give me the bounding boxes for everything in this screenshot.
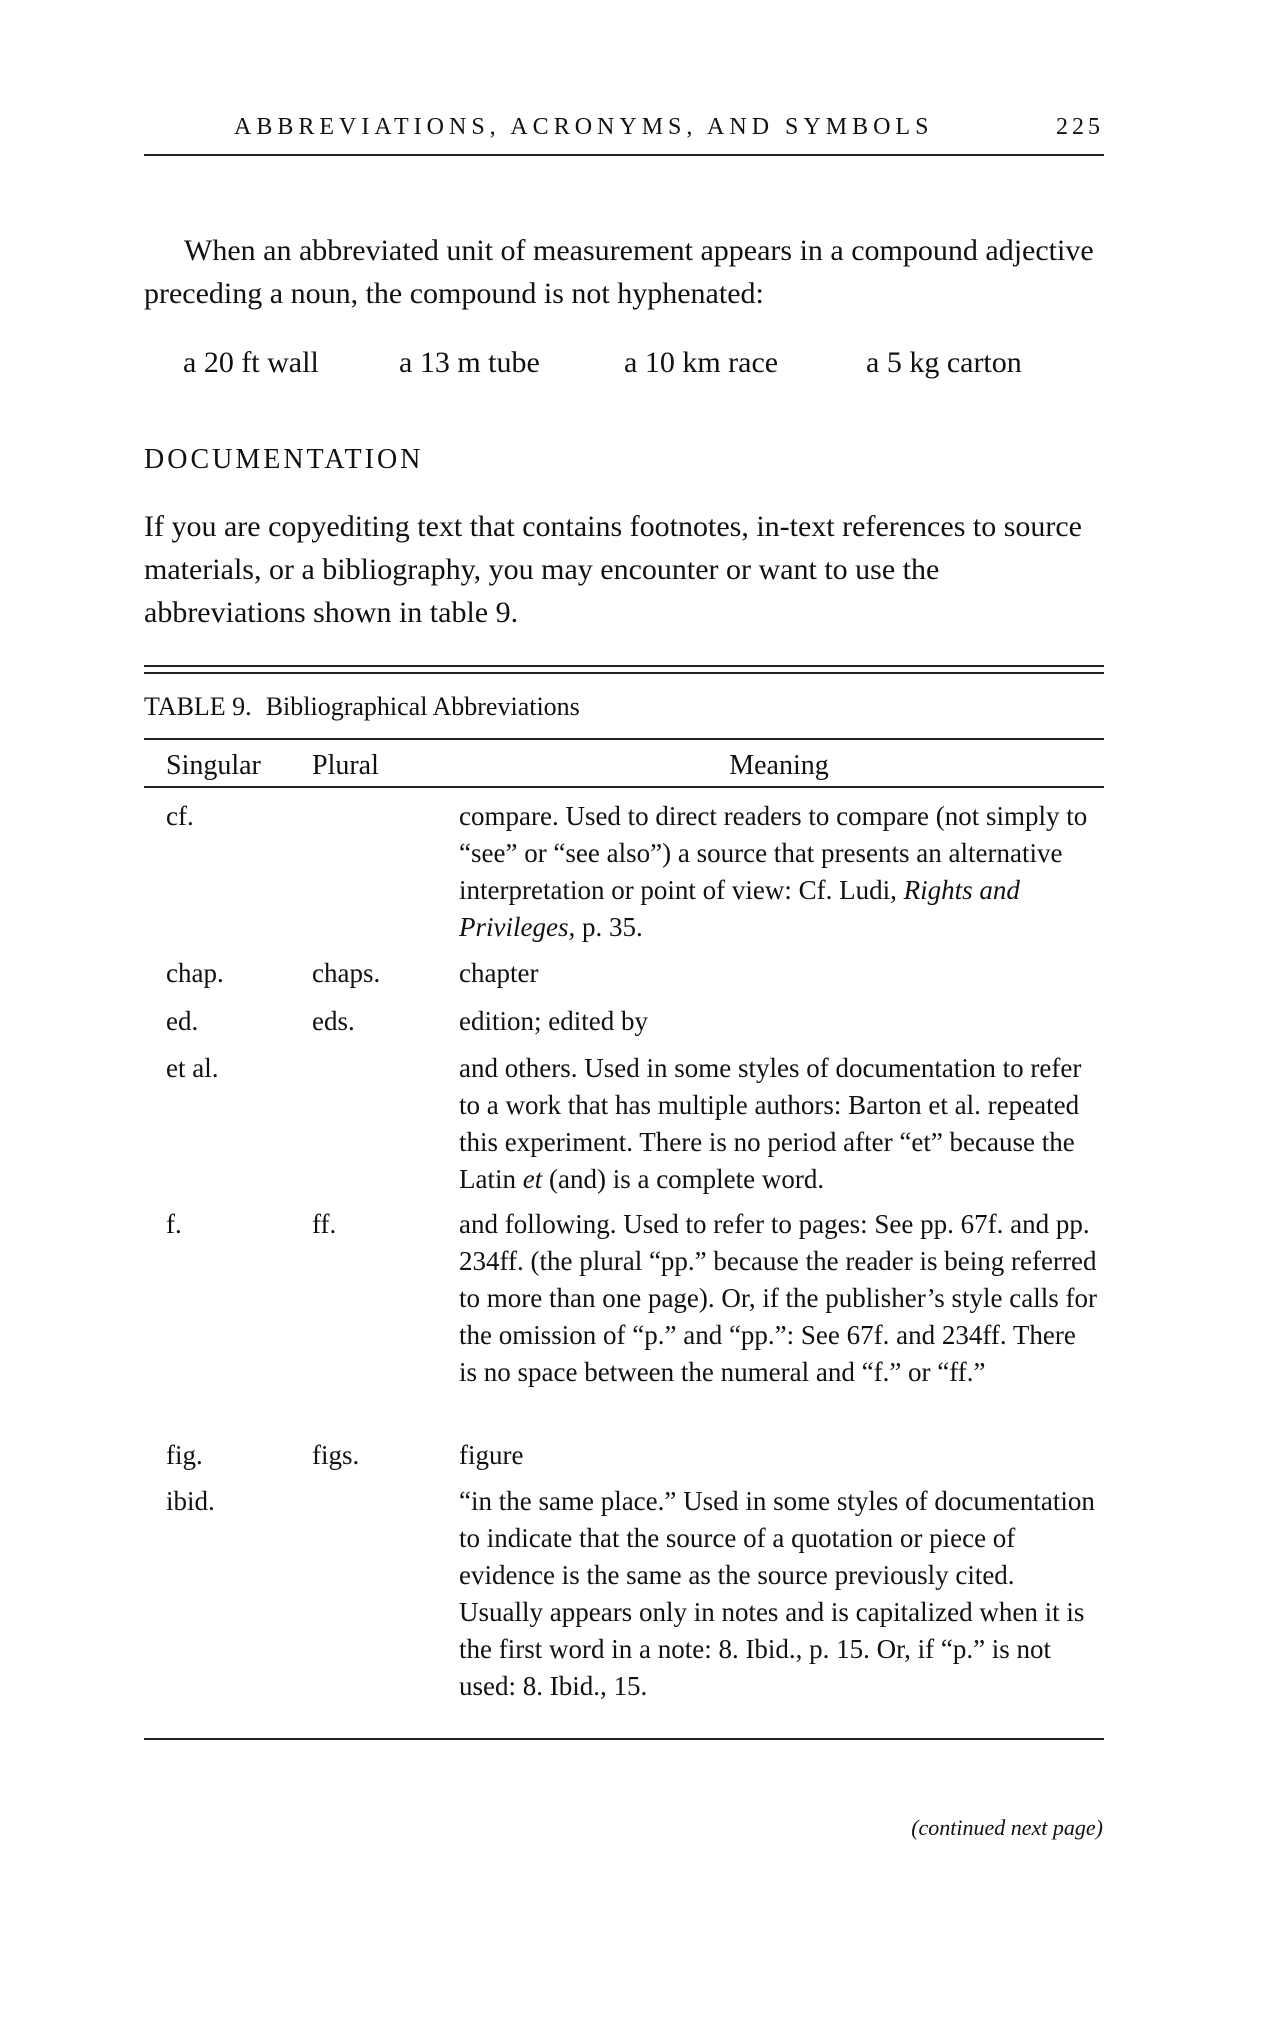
table-top-rule [144,665,1104,667]
table-row-cf-singular: cf. [166,801,194,831]
header-bottom-rule [144,786,1104,788]
column-header-meaning: Meaning [729,750,829,781]
example-item: a 13 m tube [399,346,540,379]
example-item: a 10 km race [624,346,779,379]
section-heading: DOCUMENTATION [144,444,424,475]
meaning-italic: Rights and Privileges, [459,875,1020,942]
table-row-chap-plural: chaps. [312,958,381,988]
table-row-ed-singular: ed. [166,1006,199,1036]
table-caption [144,692,580,722]
meaning-end: (and) is a complete word. [542,1164,825,1194]
table-row-cf-meaning [459,798,1099,946]
table-top-rule-second [144,672,1104,674]
documentation-paragraph: If you are copyediting text that contains footnotes, in-text references to source materials, or a bibliography, you may encounter or want to use the abbreviations shown in table 9. [144,510,1082,629]
example-item: a 5 kg carton [866,346,1022,379]
table-row-chap-meaning: chapter [459,958,539,988]
table-number: TABLE 9. [144,692,252,721]
meaning-italic: et [522,1164,543,1194]
table-row-f-plural: ff. [312,1209,337,1239]
table-row-ibid-meaning: “in the same place.” Used in some styles of documentation to indicate that the source of a quotation or piece of evidence is the same as the source previously cited. Usually appears only in notes and is capitalized when it is the first word in a note: 8. Ibid., p. 15. Or, if “p.” is not used: 8. Ibid., 15. [459,1486,1095,1701]
table-bottom-rule [144,1738,1104,1740]
table-row-ibid-singular: ibid. [166,1486,215,1516]
table-row-etal-meaning [459,1050,1099,1198]
column-header-singular: Singular [166,750,261,781]
meaning-text: compare. Used to direct readers to compare (not simply to “see” or “see also”) a source that presents an alternative interpretation or point of view: Cf. Ludi, [459,801,1088,905]
table-row-chap-singular: chap. [166,958,224,988]
table-row-ed-plural: eds. [312,1006,355,1036]
column-header-plural: Plural [312,750,379,781]
table-row-etal-singular: et al. [166,1053,219,1083]
table-row-fig-singular: fig. [166,1440,203,1470]
table-row-ed-meaning: edition; edited by [459,1006,648,1036]
example-item: a 20 ft wall [183,346,319,379]
running-title: ABBREVIATIONS, ACRONYMS, AND SYMBOLS [234,114,934,140]
table-row-f-meaning: and following. Used to refer to pages: See pp. 67f. and pp. 234ff. (the plural “pp.” because the reader is being referred to more than one page). Or, if the publisher’s style calls for the omission of “p.” and “pp.”: See 67f. and 234ff. There is no space between the numeral and “f.” or “ff.” [459,1209,1097,1387]
table-row-fig-meaning: figure [459,1440,524,1470]
table-row-fig-plural: figs. [312,1440,360,1470]
page-number: 225 [1056,114,1104,140]
meaning-end: p. 35. [575,912,643,942]
measurement-examples [183,346,1083,390]
table-row-f-singular: f. [166,1209,182,1239]
table-title: Bibliographical Abbreviations [265,692,580,721]
intro-paragraph: When an abbreviated unit of measurement appears in a compound adjective preceding a noun, the compound is not hyphenated: [144,234,1094,310]
running-head [144,110,1104,156]
header-top-rule [144,738,1104,740]
meaning-text: and others. Used in some styles of documentation to refer to a work that has multiple authors: Barton et al. repeated this experiment. There is no period after “et” because the Latin [459,1053,1082,1194]
continued-note: (continued next page) [911,1815,1103,1840]
